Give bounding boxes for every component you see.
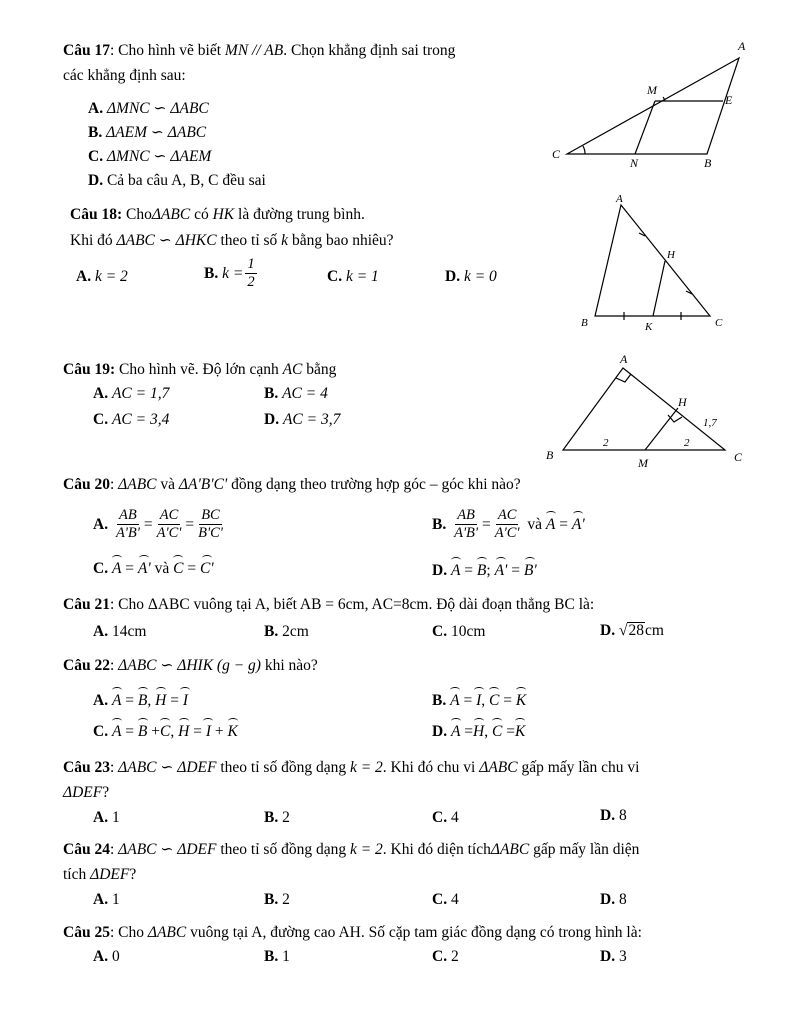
option-label: B. <box>88 124 103 141</box>
fraction-denominator: B'C' <box>198 525 223 542</box>
option-label: D. <box>88 172 104 189</box>
q25-option-b[interactable] <box>264 949 290 965</box>
q21-option-b[interactable] <box>264 624 309 640</box>
q18-k: k <box>281 232 289 249</box>
equals-sign: = <box>143 515 153 533</box>
q25-line1 <box>63 925 642 941</box>
option-text: AC = 3,4 <box>111 411 170 428</box>
q17-point-n: N <box>630 156 639 170</box>
q19-label-mc: 2 <box>684 437 690 449</box>
q17-segment-mn <box>635 101 655 154</box>
option-label: D. <box>432 723 448 740</box>
q20-label: Câu 20 <box>63 476 110 493</box>
q24-text6: ? <box>129 866 137 883</box>
option-text: k = <box>222 264 244 282</box>
option-text: 2 <box>282 809 290 826</box>
angle-h: H <box>178 723 190 740</box>
equals-sign: = <box>511 562 520 579</box>
q18-text2: có <box>190 206 213 223</box>
q18-text5: theo tỉ số <box>216 232 282 249</box>
q24-triangle2: ΔDEF <box>90 866 130 883</box>
equals-sign: = <box>506 723 515 740</box>
option-label: B. <box>204 264 219 282</box>
q19-option-a[interactable] <box>93 386 169 402</box>
option-label: D. <box>445 268 461 285</box>
option-text: 4 <box>450 891 459 908</box>
comma: , <box>481 692 486 709</box>
option-label: B. <box>264 385 279 402</box>
angle-a: A <box>111 692 122 709</box>
q23-k: k = 2 <box>349 759 383 776</box>
option-label: C. <box>93 411 109 428</box>
q17-line2: các khẳng định sau: <box>63 67 186 84</box>
fraction-numerator: AB <box>117 508 139 525</box>
equals-sign: = <box>125 560 135 577</box>
fraction-denominator: A'B' <box>115 525 140 542</box>
fraction-denominator: A'C' <box>156 525 182 542</box>
option-label: D. <box>600 807 616 824</box>
q18-option-b[interactable] <box>204 257 259 290</box>
angle-a: A <box>450 562 461 579</box>
angle-c: C <box>492 723 503 740</box>
equals-sign: = <box>187 560 197 577</box>
angle-a: A <box>111 723 122 740</box>
fraction-denominator: A'B' <box>454 525 479 542</box>
q23-relation: ΔABC ∽ ΔDEF <box>118 759 217 776</box>
fraction-denominator: A'C' <box>494 525 520 542</box>
option-label: C. <box>93 723 109 740</box>
angle-a-prime: A' <box>137 560 151 577</box>
q21-text: : Cho ΔABC vuông tại A, biết AB = 6cm, AC=8cm. Độ dài đoạn thẳng BC là: <box>109 596 595 613</box>
plus-sign: + <box>151 723 161 740</box>
q19-triangle-abc <box>563 368 725 450</box>
option-text: k = 2 <box>94 268 128 285</box>
option-label: A. <box>93 948 109 965</box>
q17-relation: MN // AB <box>224 42 284 59</box>
option-text: ΔAEM ∽ ΔABC <box>106 124 207 141</box>
q25-triangle: ΔABC <box>147 924 187 941</box>
q18-point-a: A <box>616 193 623 205</box>
option-text: ΔMNC ∽ ΔABC <box>106 100 209 117</box>
q24-text4: gấp mấy lần diện <box>529 841 640 858</box>
q18-triangle: ΔABC <box>151 206 191 223</box>
option-label: C. <box>327 268 343 285</box>
q18-text4: Khi đó <box>70 232 117 249</box>
angle-c: C <box>160 723 171 740</box>
q18-option-d[interactable] <box>445 269 497 285</box>
q22-option-c[interactable] <box>93 724 238 740</box>
q24-triangle: ΔABC <box>490 841 530 858</box>
angle-k: K <box>515 692 527 709</box>
q22-option-a[interactable] <box>93 693 188 709</box>
q19-text1: Cho hình vẽ. Độ lớn cạnh <box>115 361 283 378</box>
fraction-numerator: AB <box>455 508 477 525</box>
q19-figure <box>540 348 755 473</box>
angle-c-prime: C' <box>199 560 214 577</box>
q20-option-b[interactable] <box>432 508 585 541</box>
q17-text1: : Cho hình vẽ biết <box>109 42 225 59</box>
option-text: 4 <box>450 809 459 826</box>
q17-option-a[interactable] <box>88 101 209 117</box>
angle-i: I <box>205 723 211 740</box>
comma: , <box>147 692 152 709</box>
angle-b: B <box>476 562 487 579</box>
option-label: A. <box>93 809 109 826</box>
q21-option-d[interactable] <box>600 622 664 639</box>
angle-a: A <box>450 692 460 709</box>
sqrt-symbol: √ <box>618 622 628 639</box>
option-label: C. <box>432 891 448 908</box>
option-text: 14cm <box>111 623 147 640</box>
angle-b: B <box>137 723 148 740</box>
option-label: B. <box>264 948 279 965</box>
option-label: A. <box>76 268 92 285</box>
fraction-denominator: 2 <box>247 274 255 291</box>
option-label: C. <box>93 560 109 577</box>
option-text: Cả ba câu A, B, C đều sai <box>106 172 266 189</box>
q22-text1: : <box>109 657 119 674</box>
q22-label: Câu 22 <box>63 657 110 674</box>
angle-i: I <box>476 692 482 709</box>
q19-option-b[interactable] <box>264 386 328 402</box>
q19-point-m: M <box>638 456 648 470</box>
q24-text1: : <box>109 841 119 858</box>
q19-segment-hm <box>645 408 678 450</box>
q17-figure <box>545 38 765 173</box>
angle-a: A <box>111 560 122 577</box>
fraction <box>452 508 480 541</box>
q20-line1 <box>63 477 521 493</box>
q23-text6: ? <box>102 784 110 801</box>
q18-option-c[interactable] <box>327 269 379 285</box>
q19-label-bm: 2 <box>603 437 609 449</box>
equals-sign: = <box>193 723 202 740</box>
q18-figure <box>575 192 745 337</box>
option-label: A. <box>93 515 109 533</box>
option-label: D. <box>432 562 448 579</box>
fraction <box>245 257 256 290</box>
q20-text2: và <box>156 476 179 493</box>
q18-point-b: B <box>581 317 588 329</box>
fraction <box>114 508 142 541</box>
option-label: B. <box>264 891 279 908</box>
fraction <box>155 508 184 541</box>
q24-k: k = 2 <box>349 841 383 858</box>
option-text: AC = 1,7 <box>111 385 170 402</box>
angle-b-prime: B' <box>523 562 537 579</box>
angle-k: K <box>227 723 238 740</box>
option-label: A. <box>88 100 104 117</box>
equals-sign: = <box>125 723 135 740</box>
angle-k: K <box>514 723 526 740</box>
option-text: 8 <box>618 807 627 824</box>
q23-text5: ΔDEF <box>63 784 103 801</box>
q22-case: (g − g) <box>216 657 261 674</box>
option-label: A. <box>93 692 109 709</box>
plus-sign: + <box>214 723 224 740</box>
q23-option-c[interactable] <box>432 810 459 826</box>
q23-text3: . Khi đó chu vi <box>382 759 480 776</box>
equals-sign: = <box>503 692 512 709</box>
sqrt-radicand: 28 <box>628 622 644 639</box>
equals-sign: = <box>125 692 135 709</box>
equals-sign: = <box>185 515 195 533</box>
option-unit: cm <box>644 622 664 639</box>
q19-text2: bằng <box>302 361 337 378</box>
option-text: 8 <box>618 891 627 908</box>
q21-label: Câu 21 <box>63 596 110 613</box>
equals-sign: = <box>464 723 474 740</box>
q17-label: Câu 17 <box>63 42 110 59</box>
option-text: 1 <box>282 948 290 965</box>
q18-line2 <box>70 233 394 249</box>
option-label: C. <box>432 948 448 965</box>
option-text: AC = 4 <box>282 385 328 402</box>
q19-ac: AC <box>282 361 303 378</box>
q19-point-a: A <box>620 352 628 366</box>
q18-line1 <box>70 207 365 223</box>
and-text: và <box>150 560 174 577</box>
q18-text3: là đường trung bình. <box>234 206 365 223</box>
q17-point-e: E <box>725 93 733 107</box>
q23-text4: gấp mấy lần chu vi <box>517 759 640 776</box>
q24-option-a[interactable] <box>93 892 120 908</box>
option-text: 2 <box>282 891 290 908</box>
comma: , <box>484 723 489 740</box>
q24-line2 <box>63 867 136 883</box>
q18-text6: bằng bao nhiêu? <box>288 232 394 249</box>
comma: , <box>170 723 175 740</box>
q17-point-c: C <box>552 147 561 161</box>
q18-point-k: K <box>645 321 653 333</box>
q17-line1 <box>63 43 455 59</box>
option-label: B. <box>432 515 447 533</box>
q18-point-h: H <box>667 249 675 261</box>
q17-option-c[interactable] <box>88 149 211 165</box>
angle-c: C <box>173 560 184 577</box>
q23-line1 <box>63 760 639 776</box>
q20-triangle2: ΔA'B'C' <box>178 476 228 493</box>
q20-text3: đồng dạng theo trường hợp góc – góc khi nào? <box>227 476 521 493</box>
q19-point-c: C <box>734 450 743 464</box>
q22-option-b[interactable] <box>432 693 526 709</box>
q18-triangle-abc <box>595 205 710 316</box>
q23-triangle: ΔABC <box>479 759 518 776</box>
q24-option-c[interactable] <box>432 892 459 908</box>
q21-option-a[interactable] <box>93 624 146 640</box>
q23-option-b[interactable] <box>264 810 290 826</box>
option-label: C. <box>432 809 448 826</box>
angle-h: H <box>155 692 167 709</box>
option-label: A. <box>93 891 109 908</box>
equals-sign: = <box>170 692 179 709</box>
angle-c: C <box>488 692 500 709</box>
q17-option-b[interactable] <box>88 125 206 141</box>
q18-option-a[interactable] <box>76 269 128 285</box>
q18-point-c: C <box>715 317 723 329</box>
q23-label: Câu 23 <box>63 759 110 776</box>
q18-hk: HK <box>212 206 235 223</box>
equals-sign: = <box>482 515 491 533</box>
q17-point-b: B <box>704 156 712 170</box>
option-text: 3 <box>618 948 627 965</box>
q22-option-d[interactable] <box>432 724 525 740</box>
q17-point-m: M <box>647 83 657 97</box>
option-text: 1 <box>111 891 120 908</box>
angle-a-prime: A' <box>571 515 585 533</box>
fraction-numerator: 1 <box>245 257 256 274</box>
fraction-numerator: AC <box>496 508 519 525</box>
q24-option-d[interactable] <box>600 892 627 908</box>
option-text: 1 <box>111 809 120 826</box>
q22-line1 <box>63 658 318 674</box>
angle-expr <box>546 516 585 533</box>
q25-label: Câu 25 <box>63 924 110 941</box>
option-text: 0 <box>111 948 120 965</box>
q22-relation: ΔABC ∽ ΔHIK <box>118 657 214 674</box>
q18-label: Câu 18: <box>70 206 123 223</box>
option-label: A. <box>93 385 109 402</box>
option-text: AC = 3,7 <box>282 411 341 428</box>
semicolon: ; <box>486 562 491 579</box>
q24-text5: tích <box>63 866 91 883</box>
q19-option-d[interactable] <box>264 412 340 428</box>
q19-point-b: B <box>546 448 554 462</box>
fraction <box>196 508 225 541</box>
fraction-numerator: BC <box>199 508 222 525</box>
option-label: D. <box>264 411 280 428</box>
q23-line2 <box>63 785 109 801</box>
q20-option-c[interactable] <box>93 561 214 577</box>
q25-option-d[interactable] <box>600 949 627 965</box>
q19-option-c[interactable] <box>93 412 169 428</box>
q23-text2: theo tỉ số đồng dạng <box>216 759 350 776</box>
q20-text1: : <box>109 476 119 493</box>
equals-sign: = <box>559 515 568 533</box>
q20-triangle1: ΔABC <box>118 476 157 493</box>
option-text: k = 1 <box>345 268 379 285</box>
q23-text1: : <box>109 759 119 776</box>
q24-option-b[interactable] <box>264 892 290 908</box>
equals-sign: = <box>463 692 473 709</box>
option-text: 2 <box>450 948 459 965</box>
q17-angle-c <box>583 146 585 154</box>
fraction <box>493 508 522 541</box>
angle-b: B <box>137 692 148 709</box>
q17-option-d[interactable] <box>88 173 266 189</box>
q23-option-a[interactable] <box>93 810 120 826</box>
and-text: và <box>523 515 546 533</box>
angle-a-prime: A' <box>494 562 508 579</box>
q21-line1 <box>63 597 594 613</box>
equals-sign: = <box>464 562 474 579</box>
q25-option-c[interactable] <box>432 949 459 965</box>
angle-h: H <box>473 723 485 740</box>
q18-relation: ΔABC ∽ ΔHKC <box>116 232 217 249</box>
option-label: C. <box>88 148 104 165</box>
q19-label: Câu 19: <box>63 361 116 378</box>
option-label: D. <box>600 891 616 908</box>
angle-i: I <box>182 692 189 709</box>
q24-label: Câu 24 <box>63 841 110 858</box>
fraction-numerator: AC <box>158 508 181 525</box>
angle-a: A <box>450 723 461 740</box>
q21-option-c[interactable] <box>432 624 485 640</box>
option-label: B. <box>264 809 279 826</box>
option-label: A. <box>93 623 109 640</box>
option-label: B. <box>264 623 279 640</box>
option-text: 10cm <box>450 623 486 640</box>
q17-text2: . Chọn khẳng định sai trong <box>283 42 456 59</box>
option-label: B. <box>432 692 447 709</box>
q19-label-hc: 1,7 <box>703 417 717 429</box>
q25-option-a[interactable] <box>93 949 120 965</box>
q20-option-a[interactable] <box>93 508 227 541</box>
q24-text2: theo tỉ số đồng dạng <box>216 841 350 858</box>
q24-text3: . Khi đó diện tích <box>382 841 491 858</box>
q22-text2: khi nào? <box>260 657 318 674</box>
option-text: ΔMNC ∽ ΔAEM <box>106 148 212 165</box>
q23-option-d[interactable] <box>600 808 627 824</box>
option-text: 2cm <box>282 623 309 640</box>
q20-option-d[interactable] <box>432 563 537 579</box>
q19-line1 <box>63 362 336 378</box>
option-label: C. <box>432 623 448 640</box>
option-label: D. <box>600 948 616 965</box>
q25-text2: vuông tại A, đường cao AH. Số cặp tam giác đồng dạng có trong hình là: <box>186 924 642 941</box>
angle-a: A <box>545 515 556 533</box>
q25-text1: : Cho <box>109 924 148 941</box>
q17-point-a: A <box>738 39 746 53</box>
q24-relation: ΔABC ∽ ΔDEF <box>118 841 217 858</box>
q18-text1: Cho <box>122 206 152 223</box>
q19-point-h: H <box>678 395 687 409</box>
option-label: D. <box>600 622 616 639</box>
q18-segment-hk <box>653 261 665 316</box>
option-text: k = 0 <box>463 268 497 285</box>
q24-line1 <box>63 842 639 858</box>
